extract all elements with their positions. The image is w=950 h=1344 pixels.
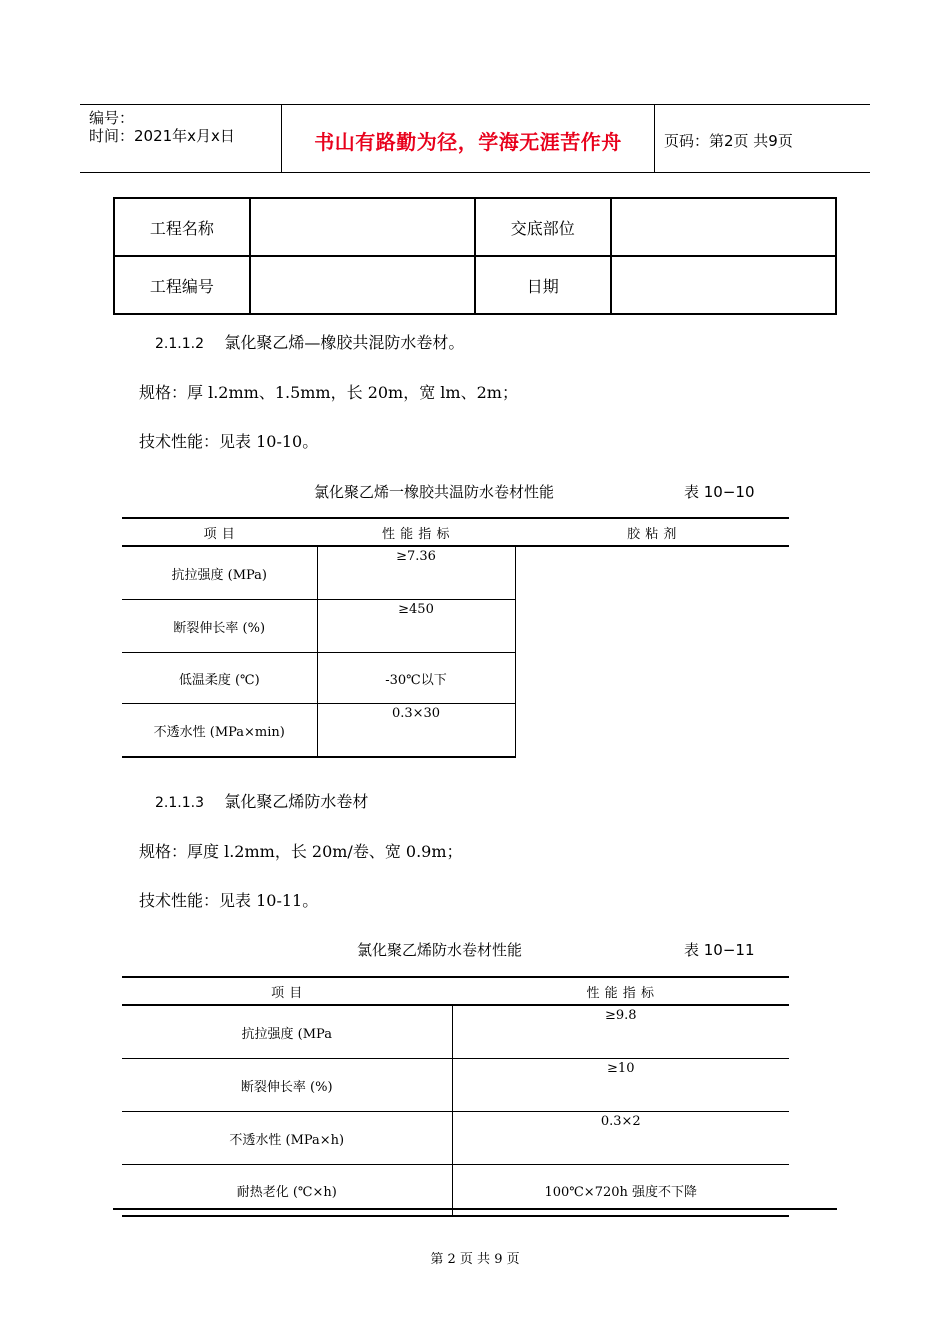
- handover-part-label: 交底部位: [475, 198, 611, 256]
- col-item: 项 目: [122, 518, 317, 546]
- row-value: 100℃×720h 强度不下降: [452, 1165, 789, 1217]
- section2-heading-text: 氯化聚乙烯防水卷材: [224, 792, 369, 811]
- header-bottom-rule: [80, 172, 870, 173]
- project-name-value[interactable]: [250, 198, 475, 256]
- header-top-rule: [80, 104, 870, 105]
- table-10-11-number: 表 10−11: [684, 941, 755, 959]
- row-value: 0.3×30: [317, 704, 515, 758]
- row-item: 抗拉强度 (MPa: [122, 1005, 452, 1059]
- handover-part-value[interactable]: [611, 198, 836, 256]
- section2-spec: 规格：厚度 l.2mm，长 20m/卷、宽 0.9m；: [139, 842, 463, 861]
- row-value: ≥9.8: [604, 1008, 637, 1023]
- row-value: 0.3×2: [452, 1112, 789, 1165]
- info-row: [114, 256, 836, 314]
- section1-spec: 规格：厚 l.2mm、1.5mm，长 20m，宽 lm、2m；: [139, 383, 518, 402]
- row-item: 断裂伸长率 (%): [122, 1059, 452, 1112]
- header-divider-right: [654, 104, 655, 172]
- col-value: 性 能 指 标: [452, 977, 789, 1005]
- header-number-label: 编号：: [89, 109, 135, 127]
- row-value: ≥450: [317, 600, 515, 653]
- row-value: ≥10: [452, 1059, 789, 1112]
- table-10-10-title: 氯化聚乙烯一橡胶共温防水卷材性能: [314, 483, 555, 501]
- table-header-row: [122, 977, 789, 1005]
- section1-heading-text: 氯化聚乙烯—橡胶共混防水卷材。: [224, 333, 465, 352]
- project-code-value[interactable]: [250, 256, 475, 314]
- table-10-10-number: 表 10−10: [684, 483, 755, 501]
- row-item: 低温柔度 (℃): [122, 653, 317, 704]
- project-code-label: 工程编号: [114, 256, 250, 314]
- row-value: -30℃以下: [317, 653, 515, 704]
- section1-heading: [155, 330, 464, 353]
- table-row: [122, 1059, 789, 1112]
- project-name-label: 工程名称: [114, 198, 250, 256]
- col-value: 性 能 指 标: [317, 518, 515, 546]
- table-row: [122, 1005, 789, 1059]
- section1-tech: 技术性能：见表 10-10。: [139, 432, 319, 451]
- date-value[interactable]: [611, 256, 836, 314]
- header-page-label: 页码：第2页 共9页: [664, 132, 793, 150]
- row-item: 不透水性 (MPa×h): [122, 1112, 452, 1165]
- project-info-table: [113, 197, 837, 315]
- table-10-11: [122, 976, 789, 1217]
- date-label: 日期: [475, 256, 611, 314]
- col-item: 项 目: [122, 977, 452, 1005]
- adhesive-cell: [515, 546, 789, 757]
- section2-tech: 技术性能：见表 10-11。: [139, 891, 319, 910]
- table-row: [122, 546, 789, 600]
- header-time-label: 时间：2021年x月x日: [89, 127, 235, 145]
- table-header-row: [122, 518, 789, 546]
- row-item: 断裂伸长率 (%): [122, 600, 317, 653]
- row-item: 耐热老化 (℃×h): [122, 1165, 452, 1217]
- info-row: [114, 198, 836, 256]
- row-item: 抗拉强度 (MPa): [122, 546, 317, 600]
- section2-heading-num: 2.1.1.3: [155, 795, 204, 811]
- header-motto: 书山有路勤为径，学海无涯苦作舟: [314, 130, 622, 154]
- row-item: 不透水性 (MPa×min): [122, 704, 317, 758]
- table-10-10: [122, 517, 789, 758]
- section1-heading-num: 2.1.1.2: [155, 336, 204, 352]
- table-10-11-title: 氯化聚乙烯防水卷材性能: [357, 941, 523, 959]
- col-adhesive: 胶 粘 剂: [515, 518, 789, 546]
- table-row: [122, 1112, 789, 1165]
- bottom-rule: [113, 1208, 837, 1210]
- page-footer: 第 2 页 共 9 页: [430, 1252, 520, 1267]
- row-value: ≥7.36: [317, 546, 515, 600]
- section2-heading: [155, 789, 368, 812]
